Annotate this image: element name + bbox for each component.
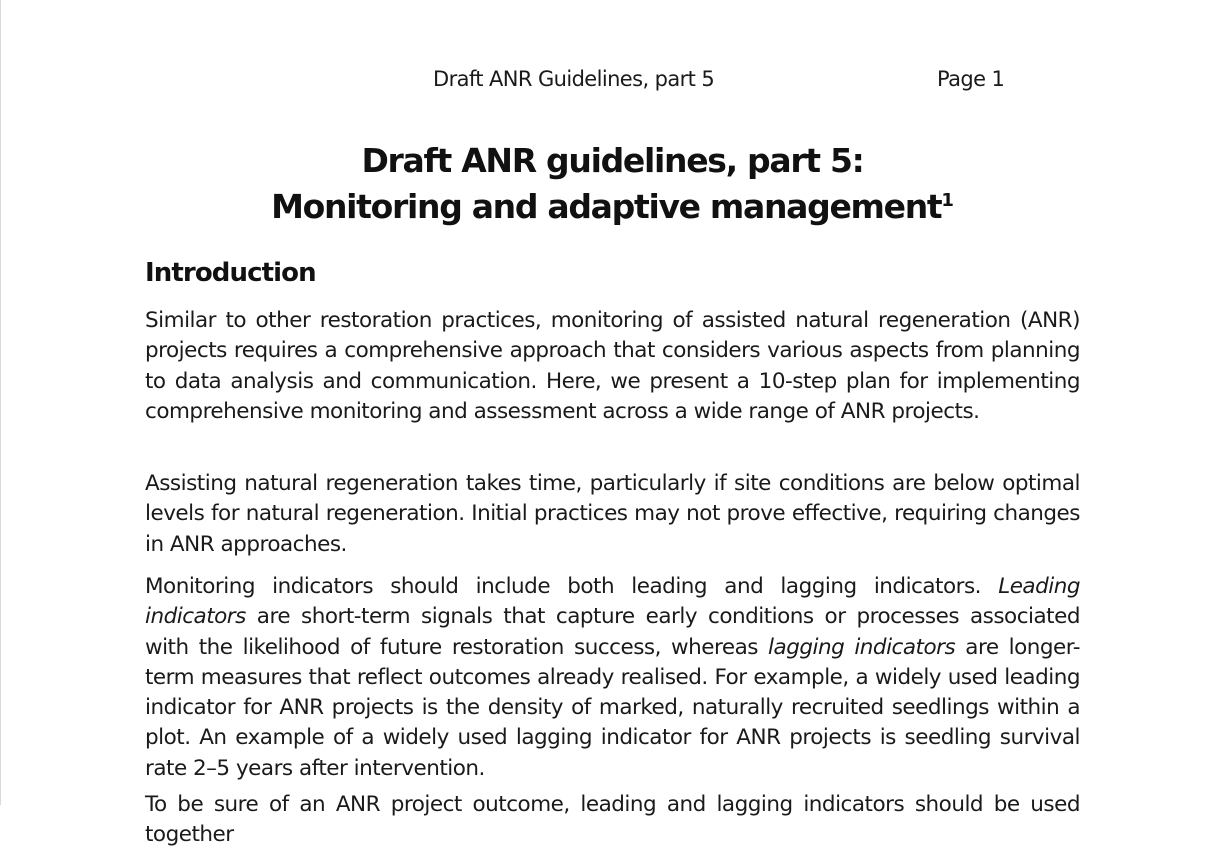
term-lagging-indicators: lagging indicators: [768, 634, 956, 660]
section-heading-introduction: Introduction: [145, 258, 316, 288]
paragraph-3-text-2: are short-term signals that capture early conditions or processes associated with the likelihood of future restoration success, whereas: [145, 604, 1080, 660]
term-leading-indicators: Leading indicators: [145, 574, 1080, 630]
document-title-line-2: [145, 184, 1080, 230]
page-edge-divider: [0, 0, 1, 805]
paragraph-1: Similar to other restoration practices, monitoring of assisted natural regeneration (ANR) projects requires a comprehensive approach that considers various aspects from planning to data analysis and communication. Here, we present a 10-step plan for implementing comprehensive monitoring and assessment across a wide range of ANR projects.: [145, 308, 1080, 424]
paragraph-3-text-1: Monitoring indicators should include both leading and lagging indicators.: [145, 574, 999, 599]
running-header: [0, 67, 1221, 97]
paragraph-3: [145, 572, 1080, 784]
header-document-title: Draft ANR Guidelines, part 5: [433, 67, 715, 91]
footnote-marker[interactable]: 1: [941, 190, 954, 211]
header-page-number: Page 1: [937, 67, 1005, 91]
document-title-line-1: Draft ANR guidelines, part 5:: [361, 141, 864, 180]
paragraph-4-partial: [145, 792, 1080, 848]
paragraph-2: Assisting natural regeneration takes time, particularly if site conditions are below optimal levels for natural regeneration. Initial practices may not prove effective, requiring changes in ANR approaches.: [145, 471, 1080, 557]
paragraph-4-text: To be sure of an ANR project outcome, leading and lagging indicators should be used together: [145, 792, 1080, 848]
document-title-line-2-text: Monitoring and adaptive management: [271, 187, 942, 226]
paragraph-3-text-3: are longer-term measures that reflect outcomes already realised. For example, a widely used leading indicator for ANR projects is the density of marked, naturally recruited seedlings within a plot. An example of a widely used lagging indicator for ANR projects is seedling survival rate 2–5 years after intervention.: [145, 634, 1080, 781]
document-title: [145, 138, 1080, 230]
